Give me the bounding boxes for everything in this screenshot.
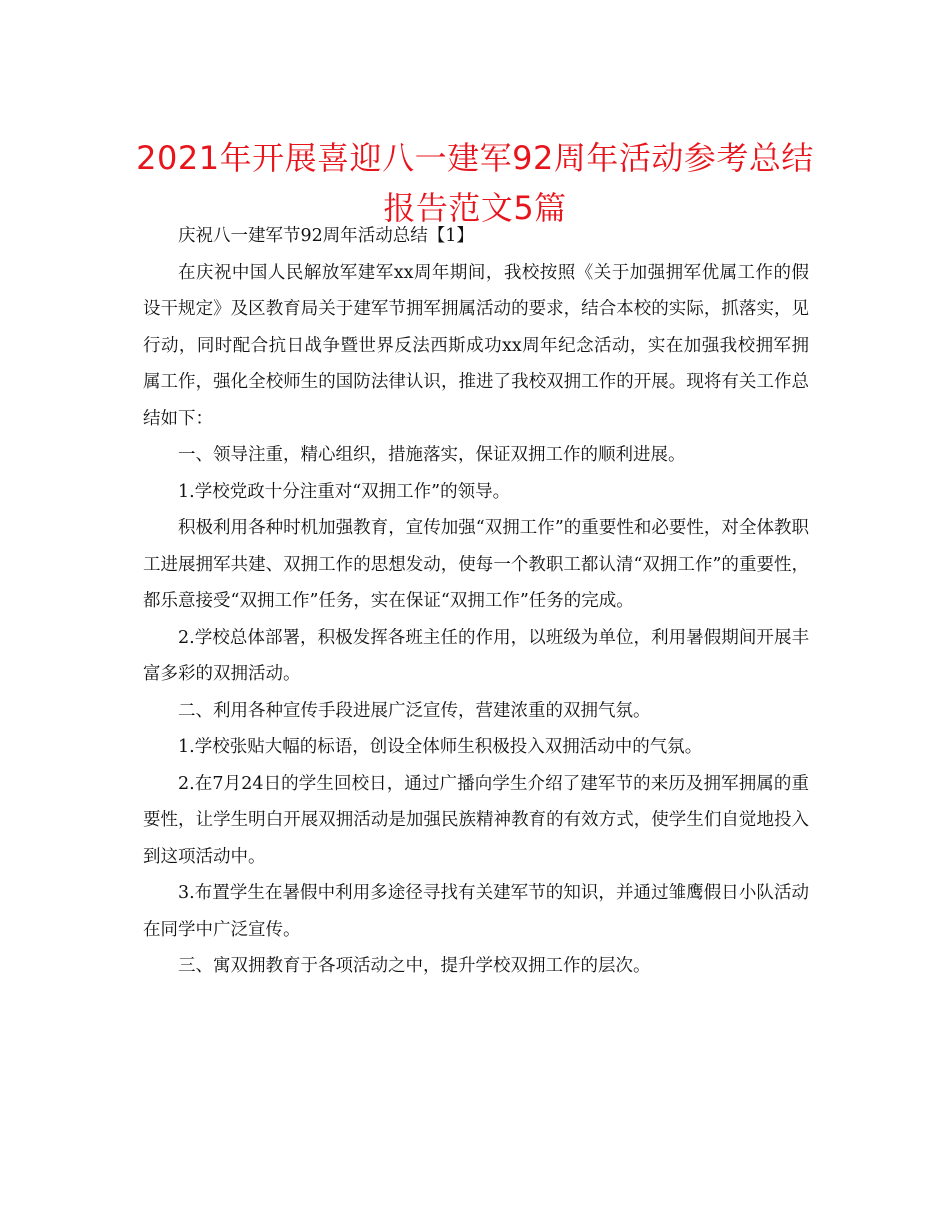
section-heading: 庆祝八一建军节92周年活动总结【1】 [178,226,474,246]
paragraph: 三、寓双拥教育于各项活动之中，提升学校双拥工作的层次。 [178,956,651,976]
paragraph: 3.布置学生在暑假中利用多途径寻找有关建军节的知识，并通过雏鹰假日小队活动在同学中广泛宣传。 [143,883,809,940]
paragraph: 积极利用各种时机加强教育，宣传加强“双拥工作”的重要性和必要性，对全体教职工进展拥军共建、双拥工作的思想发动，使每一个教职工都认清“双拥工作”的重要性，都乐意接受“双拥工作”任务，实在保证“双拥工作”任务的完成。 [143,518,809,611]
paragraph: 2.在7月24日的学生回校日，通过广播向学生介绍了建军节的来历及拥军拥属的重要性，让学生明白开展双拥活动是加强民族精神教育的有效方式，使学生们自觉地投入到这项活动中。 [143,773,809,867]
paragraph: 1.学校张贴大幅的标语，创设全体师生积极投入双拥活动中的气氛。 [178,737,703,757]
paragraph: 二、利用各种宣传手段进展广泛宣传，营建浓重的双拥气氛。 [178,700,651,721]
paragraph: 一、领导注重，精心组织，措施落实，保证双拥工作的顺利进展。 [178,445,686,465]
paragraph: 2.学校总体部署，积极发挥各班主任的作用，以班级为单位，利用暑假期间开展丰富多彩的双拥活动。 [143,627,809,684]
document-body [143,218,809,985]
paragraph: 1.学校党政十分注重对“双拥工作”的领导。 [178,481,511,502]
document-title: 2021年开展喜迎八一建军92周年活动参考总结报告范文5篇 [136,139,814,227]
paragraph: 在庆祝中国人民解放军建军xx周年期间，我校按照《关于加强拥军优属工作的假设干规定》及区教育局关于建军节拥军拥属活动的要求，结合本校的实际，抓落实，见行动，同时配合抗日战争暨世界反法西斯成功xx周年纪念活动，实在加强我校拥军拥属工作，强化全校师生的国防法律认识，推进了我校双拥工作的开展。现将有关工作总结如下： [143,262,809,429]
